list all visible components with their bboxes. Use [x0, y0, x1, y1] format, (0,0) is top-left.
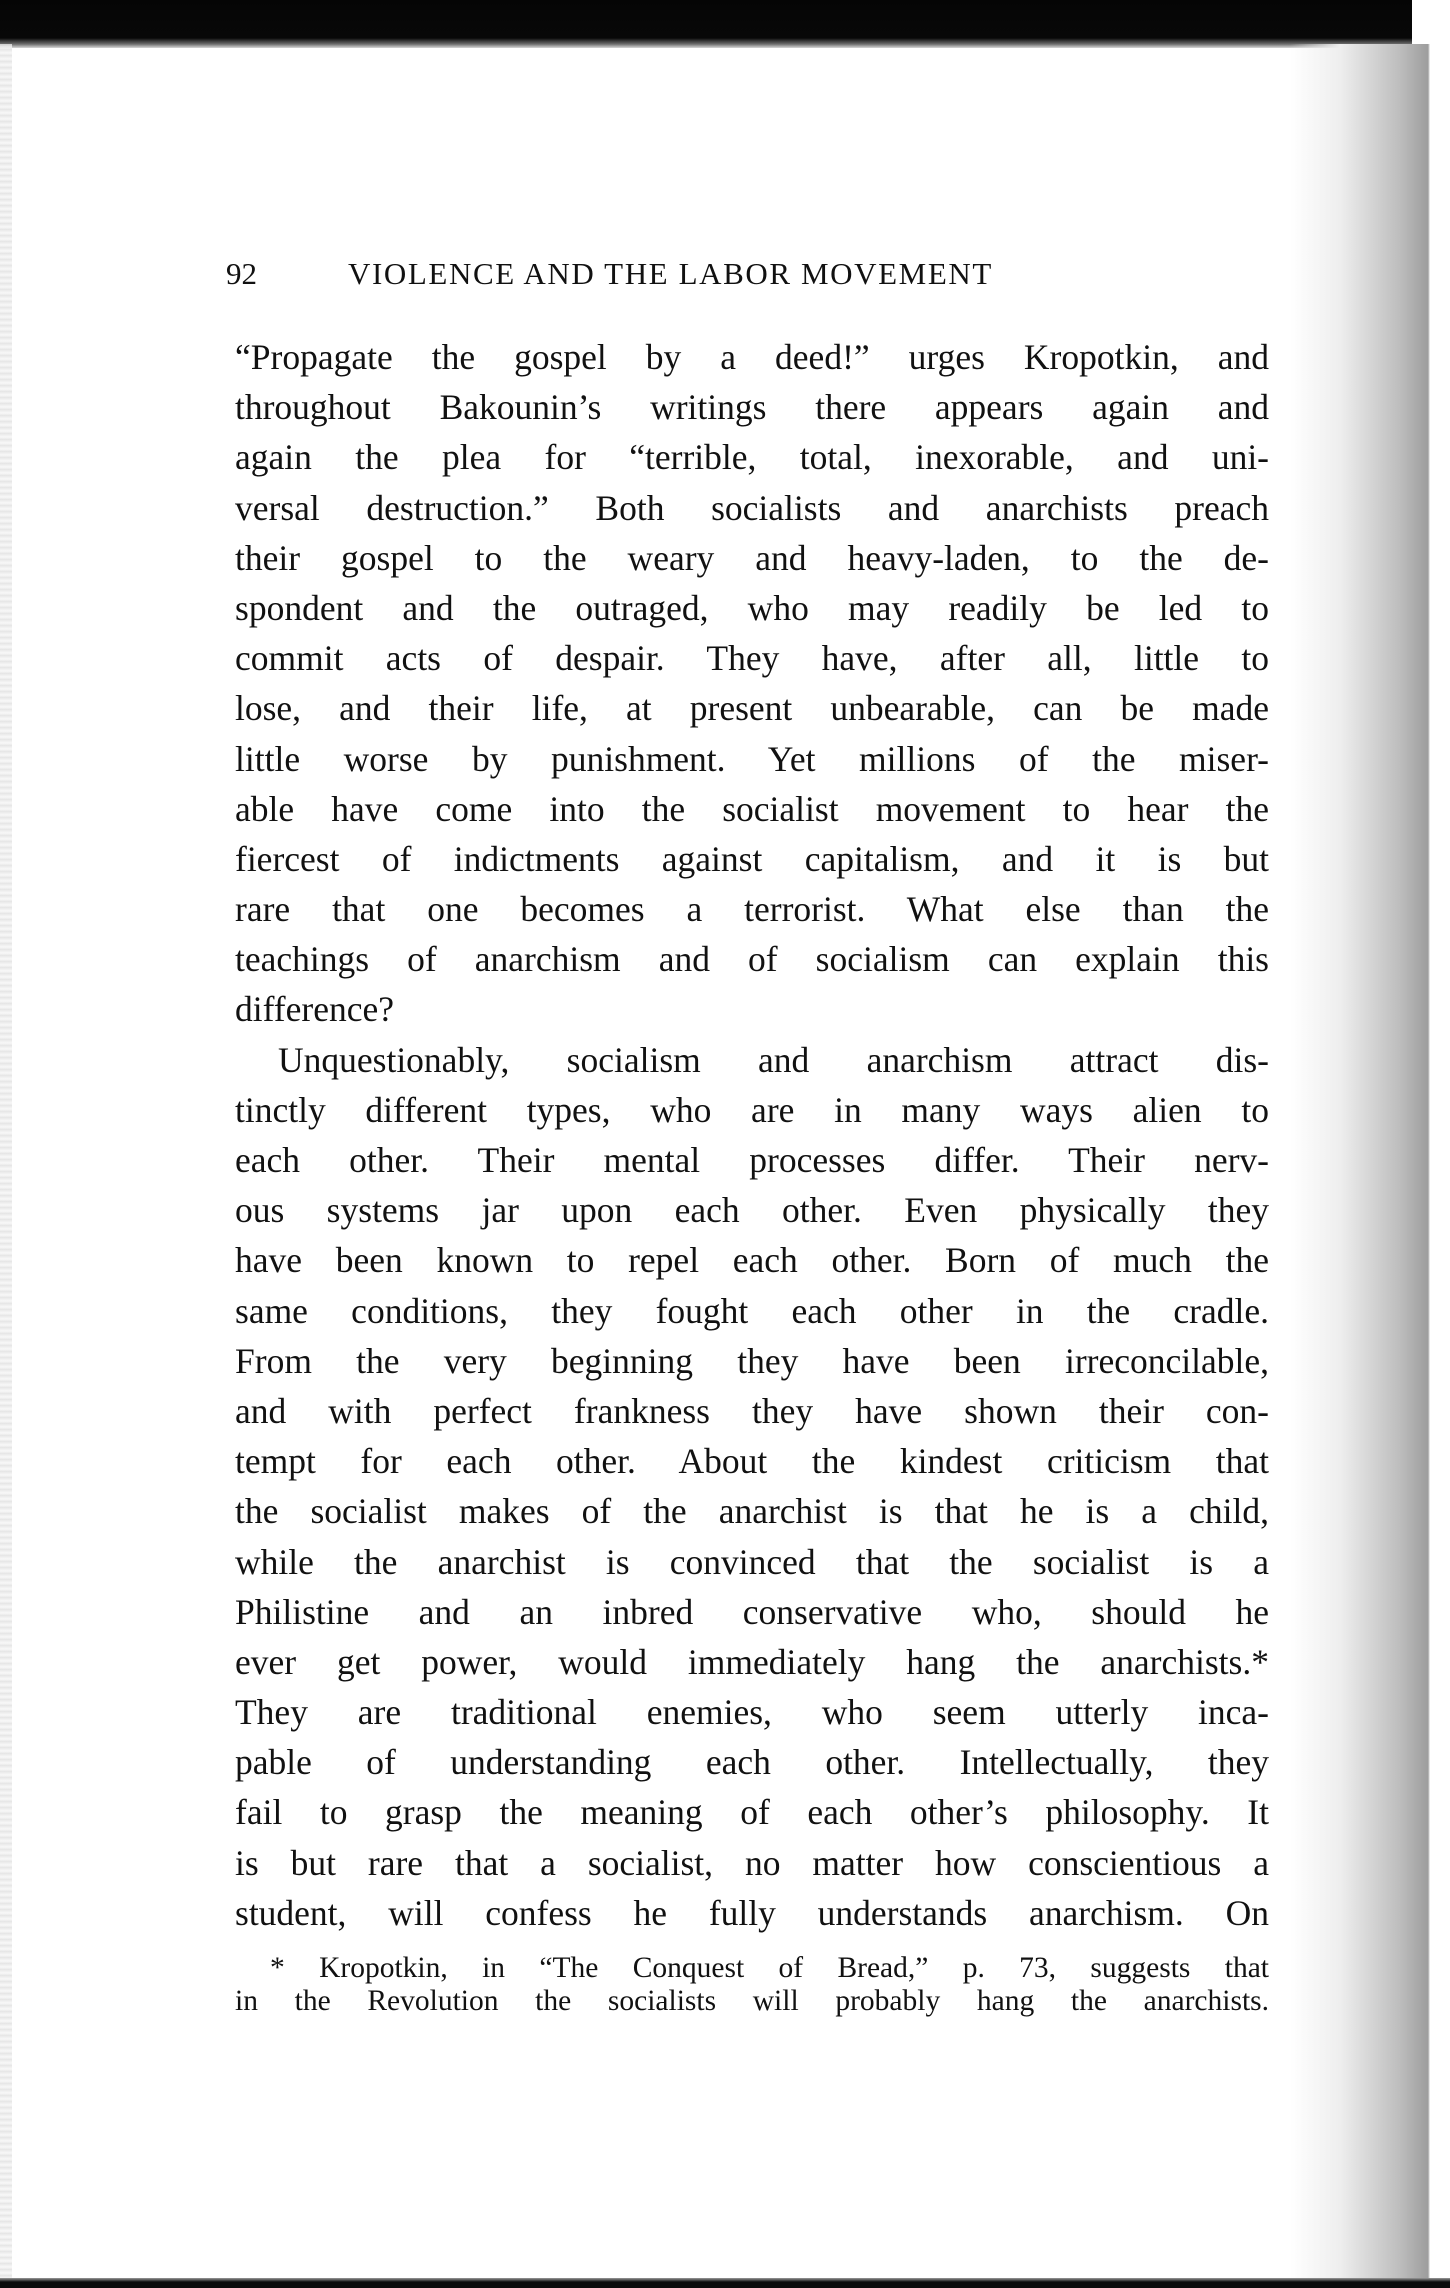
- paragraph-1: [235, 332, 1269, 1035]
- paragraph-2: [235, 1035, 1269, 1938]
- text-line: and with perfect frankness they have shown their con-: [235, 1390, 1269, 1431]
- text-line: tempt for each other. About the kindest criticism that: [235, 1441, 1269, 1482]
- text-line: fiercest of indictments against capitalism, and it is but: [235, 838, 1269, 879]
- text-line: student, will confess he fully understands anarchism. On: [235, 1892, 1269, 1933]
- text-line: “Propagate the gospel by a deed!” urges Kropotkin, and: [235, 337, 1269, 377]
- text-line: each other. Their mental processes differ. Their nerv-: [235, 1140, 1269, 1180]
- text-line: little worse by punishment. Yet millions of the miser-: [235, 738, 1269, 779]
- text-line: They are traditional enemies, who seem utterly inca-: [235, 1692, 1269, 1733]
- scan-right-page-curl-shadow: [1290, 44, 1430, 2284]
- scan-left-edge: [0, 44, 12, 2280]
- text-line: difference?: [235, 989, 394, 1030]
- scan-bottom-border: [0, 2278, 1450, 2288]
- text-line: Philistine and an inbred conservative who, should he: [235, 1591, 1269, 1632]
- footnote: [235, 1952, 1269, 2018]
- footnote-line: in the Revolution the socialists will probably hang the anarchists.: [235, 1985, 1269, 2017]
- text-line: have been known to repel each other. Born of much the: [235, 1240, 1269, 1281]
- text-line: rare that one becomes a terrorist. What else than the: [235, 889, 1269, 930]
- text-line: able have come into the socialist movement to hear the: [235, 788, 1269, 829]
- text-line: versal destruction.” Both socialists and anarchists preach: [235, 487, 1269, 528]
- text-line: the socialist makes of the anarchist is that he is a child,: [235, 1491, 1269, 1532]
- text-line: spondent and the outraged, who may readily be led to: [235, 587, 1269, 628]
- running-title: VIOLENCE AND THE LABOR MOVEMENT: [348, 256, 993, 291]
- text-line: throughout Bakounin’s writings there appears again and: [235, 387, 1269, 428]
- text-line: ous systems jar upon each other. Even physically they: [235, 1190, 1269, 1231]
- text-line: fail to grasp the meaning of each other’s philosophy. It: [235, 1792, 1269, 1833]
- footnote-line: * Kropotkin, in “The Conquest of Bread,” p. 73, suggests that: [270, 1952, 1269, 1984]
- text-line: From the very beginning they have been irreconcilable,: [235, 1340, 1269, 1381]
- running-header: [226, 254, 1226, 294]
- text-line: tinctly different types, who are in many ways alien to: [235, 1089, 1269, 1130]
- text-line: while the anarchist is convinced that the socialist is a: [235, 1541, 1269, 1582]
- text-line: again the plea for “terrible, total, inexorable, and uni-: [235, 437, 1269, 478]
- text-line: commit acts of despair. They have, after all, little to: [235, 638, 1269, 679]
- scan-top-border: [0, 0, 1412, 48]
- text-line: Unquestionably, socialism and anarchism attract dis-: [278, 1039, 1269, 1080]
- text-line: their gospel to the weary and heavy-laden, to the de-: [235, 537, 1269, 578]
- text-line: same conditions, they fought each other in the cradle.: [235, 1290, 1269, 1331]
- body-text: [235, 332, 1269, 1938]
- page-number: 92: [226, 256, 257, 291]
- text-line: teachings of anarchism and of socialism can explain this: [235, 939, 1269, 980]
- text-line: ever get power, would immediately hang the anarchists.*: [235, 1641, 1269, 1682]
- text-line: pable of understanding each other. Intellectually, they: [235, 1742, 1269, 1783]
- text-line: lose, and their life, at present unbearable, can be made: [235, 688, 1269, 729]
- text-line: is but rare that a socialist, no matter how conscientious a: [235, 1842, 1269, 1883]
